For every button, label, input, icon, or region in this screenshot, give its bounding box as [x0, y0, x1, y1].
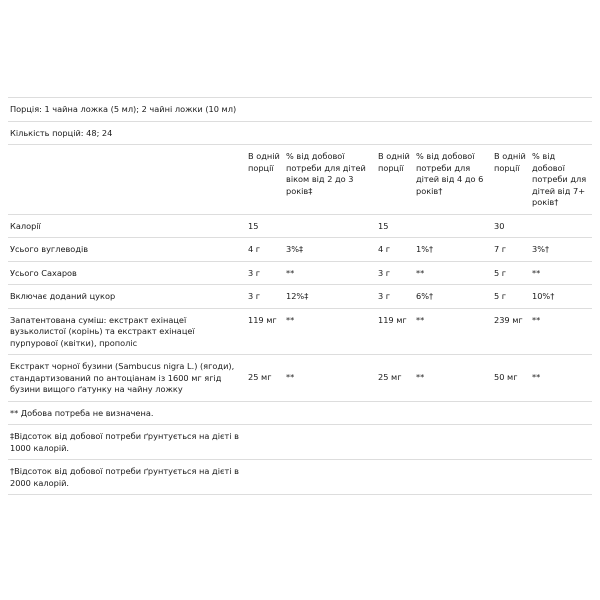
value-2: 3 г: [376, 285, 414, 309]
dv-3: [530, 214, 592, 238]
dv-2: **: [414, 261, 492, 285]
value-2: 3 г: [376, 261, 414, 285]
supplement-facts-table: [8, 98, 592, 495]
header-row: [8, 145, 592, 215]
dv-2: **: [414, 308, 492, 355]
table-row: [8, 261, 592, 285]
nutrient-name: Екстракт чорної бузини (Sambucus nigra L.) (ягоди), стандартизований по антоціанам із 1600 мг ягід бузини вищого ґатунку на чайну ложку: [8, 355, 246, 402]
footnote-row: [8, 460, 592, 495]
value-1: 15: [246, 214, 284, 238]
table-row: [8, 238, 592, 262]
dv-3: **: [530, 355, 592, 402]
table-row: [8, 355, 592, 402]
dv-2: **: [414, 355, 492, 402]
value-3: 239 мг: [492, 308, 530, 355]
dv-3: **: [530, 308, 592, 355]
serving-size-row: [8, 98, 592, 121]
value-1: 4 г: [246, 238, 284, 262]
header-dv-2: % від добової потреби для дітей від 4 до 6 років†: [414, 145, 492, 215]
header-dv-3: % від добової потреби для дітей від 7+ років†: [530, 145, 592, 215]
dv-2: 1%†: [414, 238, 492, 262]
nutrient-name: Запатентована суміш: екстракт ехінацеї вузьколистої (корінь) та екстракт ехінацеї пурпурової (квітки), прополіс: [8, 308, 246, 355]
table-row: [8, 285, 592, 309]
nutrient-name: Калорії: [8, 214, 246, 238]
footnote-dv-1000: ‡Відсоток від добової потреби ґрунтується на дієті в 1000 калорій.: [8, 425, 246, 460]
footnote-row: [8, 401, 592, 425]
value-3: 5 г: [492, 261, 530, 285]
header-dv-1: % від добової потреби для дітей віком від 2 до 3 років‡: [284, 145, 376, 215]
nutrient-name: Усього вуглеводів: [8, 238, 246, 262]
nutrient-name: Усього Сахаров: [8, 261, 246, 285]
footnote-row: [8, 425, 592, 460]
value-3: 7 г: [492, 238, 530, 262]
header-per-serving-2: В одній порції: [376, 145, 414, 215]
value-1: 25 мг: [246, 355, 284, 402]
dv-2: [414, 214, 492, 238]
header-per-serving-1: В одній порції: [246, 145, 284, 215]
value-1: 119 мг: [246, 308, 284, 355]
dv-1: 3%‡: [284, 238, 376, 262]
value-1: 3 г: [246, 285, 284, 309]
serving-count: Кількість порцій: 48; 24: [8, 121, 246, 145]
footnote-dv-2000: †Відсоток від добової потреби ґрунтується на дієті в 2000 калорій.: [8, 460, 246, 495]
value-3: 5 г: [492, 285, 530, 309]
serving-count-row: [8, 121, 592, 145]
dv-1: **: [284, 355, 376, 402]
dv-3: 10%†: [530, 285, 592, 309]
dv-1: **: [284, 261, 376, 285]
dv-1: [284, 214, 376, 238]
value-1: 3 г: [246, 261, 284, 285]
dv-1: 12%‡: [284, 285, 376, 309]
dv-2: 6%†: [414, 285, 492, 309]
dv-1: **: [284, 308, 376, 355]
value-3: 50 мг: [492, 355, 530, 402]
value-2: 15: [376, 214, 414, 238]
table-row: [8, 308, 592, 355]
value-2: 25 мг: [376, 355, 414, 402]
nutrient-name: Включає доданий цукор: [8, 285, 246, 309]
dv-3: **: [530, 261, 592, 285]
dv-3: 3%†: [530, 238, 592, 262]
serving-size: Порція: 1 чайна ложка (5 мл); 2 чайні ложки (10 мл): [8, 98, 246, 121]
value-2: 4 г: [376, 238, 414, 262]
footnote-not-established: ** Добова потреба не визначена.: [8, 401, 246, 425]
value-2: 119 мг: [376, 308, 414, 355]
value-3: 30: [492, 214, 530, 238]
header-per-serving-3: В одній порції: [492, 145, 530, 215]
table-row: [8, 214, 592, 238]
